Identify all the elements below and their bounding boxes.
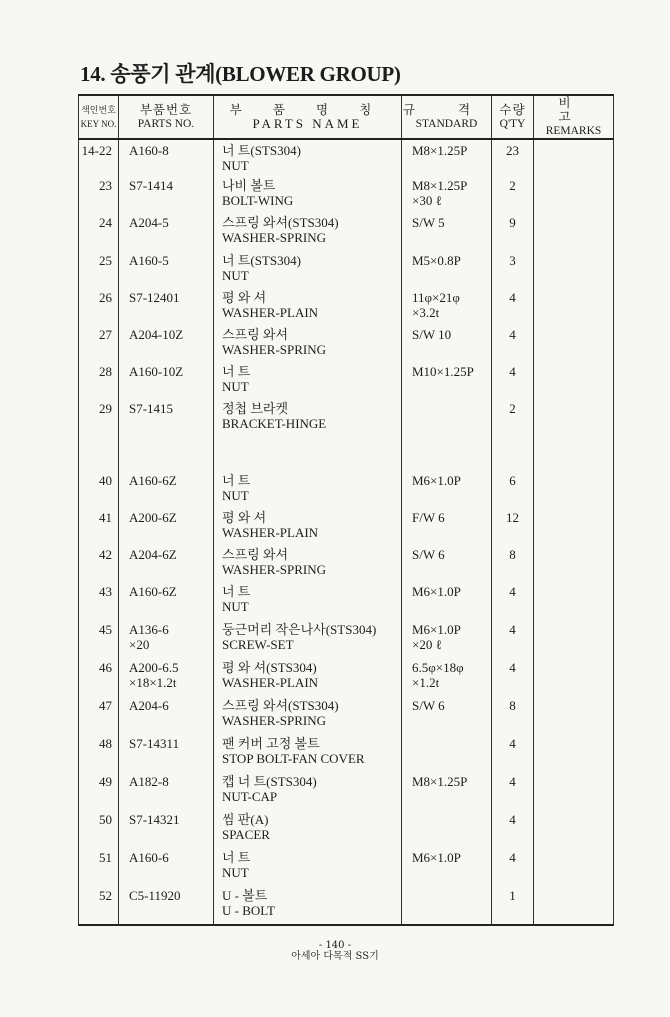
header-remarks: 비 고 REMARKS (534, 95, 614, 139)
cell-standard (402, 547, 492, 584)
cell-standard-line: 6.5φ×18φ (412, 660, 464, 675)
cell-parts-no-line: A160-6Z (129, 473, 177, 488)
cell-parts-name (214, 660, 402, 698)
table-row (79, 473, 614, 510)
cell-parts-no (119, 736, 214, 774)
cell-parts-name-line: WASHER-PLAIN (222, 525, 319, 540)
cell-parts-name (214, 698, 402, 736)
cell-key-no: 24 (79, 215, 119, 253)
cell-standard-line: ×30 ℓ (412, 193, 442, 208)
cell-parts-no (119, 774, 214, 812)
cell-standard-line: M5×0.8P (412, 253, 461, 268)
cell-parts-name-line: WASHER-SPRING (222, 230, 327, 245)
cell-standard (402, 215, 492, 253)
cell-parts-no-line: A182-8 (129, 774, 169, 789)
cell-key-no: 28 (79, 364, 119, 401)
cell-standard-line: ×20 ℓ (412, 637, 442, 652)
cell-remarks (534, 290, 614, 327)
cell-parts-no (119, 401, 214, 473)
table-row (79, 812, 614, 850)
cell-remarks (534, 178, 614, 215)
cell-key-no: 49 (79, 774, 119, 812)
table-row (79, 510, 614, 547)
cell-key-no: 43 (79, 584, 119, 622)
cell-parts-name-line: NUT (222, 268, 249, 283)
cell-parts-name-line: 스프링 와셔 (222, 547, 289, 562)
cell-parts-name-line: WASHER-SPRING (222, 562, 327, 577)
cell-remarks (534, 584, 614, 622)
cell-parts-name-line: U - BOLT (222, 903, 275, 918)
cell-qty: 9 (492, 215, 534, 253)
cell-key-no: 27 (79, 327, 119, 364)
cell-parts-name-line: U - 볼트 (222, 888, 268, 903)
cell-parts-name (214, 327, 402, 364)
cell-qty: 12 (492, 510, 534, 547)
cell-parts-name (214, 584, 402, 622)
cell-parts-no (119, 364, 214, 401)
cell-standard-line: F/W 6 (412, 510, 445, 525)
cell-remarks (534, 473, 614, 510)
cell-standard (402, 178, 492, 215)
cell-parts-name (214, 253, 402, 290)
cell-parts-name-line: NUT-CAP (222, 789, 278, 804)
cell-standard-line: M6×1.0P (412, 473, 461, 488)
cell-parts-no (119, 698, 214, 736)
cell-parts-no-line: S7-1414 (129, 178, 174, 193)
cell-standard (402, 510, 492, 547)
cell-remarks (534, 215, 614, 253)
cell-standard-line: 11φ×21φ (412, 290, 460, 305)
cell-parts-name (214, 812, 402, 850)
cell-standard-line: M6×1.0P (412, 850, 461, 865)
cell-parts-name-line: 씸 판(A) (222, 812, 269, 827)
cell-remarks (534, 736, 614, 774)
cell-parts-name (214, 888, 402, 925)
cell-standard (402, 290, 492, 327)
cell-parts-no-line: A160-8 (129, 143, 169, 158)
cell-parts-name-line: WASHER-PLAIN (222, 305, 319, 320)
table-row (79, 401, 614, 473)
table-row (79, 622, 614, 660)
cell-remarks (534, 660, 614, 698)
cell-parts-name-line: 너 트(STS304) (222, 253, 301, 268)
cell-qty: 2 (492, 401, 534, 473)
cell-parts-no-line: ×20 (129, 637, 150, 652)
cell-standard-line: S/W 6 (412, 698, 445, 713)
cell-parts-name-line: NUT (222, 158, 249, 173)
cell-standard (402, 812, 492, 850)
table-row (79, 736, 614, 774)
cell-parts-no (119, 215, 214, 253)
page-footer (0, 940, 670, 962)
cell-key-no: 50 (79, 812, 119, 850)
cell-parts-name-line: 팬 커버 고정 볼트 (222, 736, 320, 751)
cell-parts-name-line: 너 트 (222, 473, 251, 488)
cell-parts-name (214, 215, 402, 253)
cell-remarks (534, 401, 614, 473)
cell-parts-no-line: C5-11920 (129, 888, 181, 903)
cell-parts-name (214, 473, 402, 510)
cell-standard-line: S/W 5 (412, 215, 445, 230)
parts-table-container (78, 94, 613, 926)
cell-parts-name (214, 850, 402, 888)
cell-parts-no-line: A200-6.5 (129, 660, 179, 675)
cell-key-no: 52 (79, 888, 119, 925)
cell-parts-name-line: BRACKET-HINGE (222, 416, 327, 431)
cell-standard (402, 850, 492, 888)
cell-parts-name (214, 178, 402, 215)
cell-key-no: 45 (79, 622, 119, 660)
table-row (79, 290, 614, 327)
cell-parts-no-line: A204-5 (129, 215, 169, 230)
cell-parts-no-line: A160-10Z (129, 364, 184, 379)
cell-standard-line: M10×1.25P (412, 364, 474, 379)
cell-parts-name-line: SPACER (222, 827, 270, 842)
cell-parts-name-line: WASHER-SPRING (222, 342, 327, 357)
cell-qty: 4 (492, 660, 534, 698)
cell-parts-no (119, 547, 214, 584)
cell-standard-line: M8×1.25P (412, 178, 468, 193)
cell-parts-name-line: STOP BOLT-FAN COVER (222, 751, 365, 766)
table-row (79, 253, 614, 290)
footer-subtitle: 아세아 다목적 SS기 (291, 951, 379, 962)
cell-parts-no (119, 473, 214, 510)
cell-parts-no-line: A204-6 (129, 698, 169, 713)
cell-parts-no (119, 139, 214, 178)
cell-qty: 8 (492, 698, 534, 736)
cell-parts-name-line: 평 와 셔 (222, 510, 267, 525)
cell-parts-no (119, 888, 214, 925)
table-row (79, 698, 614, 736)
parts-table (78, 94, 614, 926)
cell-key-no: 14-22 (79, 139, 119, 178)
cell-qty: 6 (492, 473, 534, 510)
cell-key-no: 47 (79, 698, 119, 736)
cell-key-no: 25 (79, 253, 119, 290)
cell-parts-name-line: 정첩 브라켓 (222, 401, 289, 416)
cell-standard-line: S/W 6 (412, 547, 445, 562)
cell-key-no: 29 (79, 401, 119, 473)
cell-standard-line: M6×1.0P (412, 584, 461, 599)
header-parts-no: 부품번호 PARTS NO. (119, 95, 214, 139)
cell-remarks (534, 774, 614, 812)
cell-qty: 4 (492, 622, 534, 660)
cell-parts-no (119, 622, 214, 660)
cell-qty: 3 (492, 253, 534, 290)
cell-parts-no-line: A160-5 (129, 253, 169, 268)
cell-parts-name-line: SCREW-SET (222, 637, 294, 652)
cell-parts-name-line: 스프링 와셔 (222, 327, 289, 342)
cell-parts-no-line: A200-6Z (129, 510, 177, 525)
cell-qty: 4 (492, 584, 534, 622)
cell-key-no: 46 (79, 660, 119, 698)
cell-remarks (534, 698, 614, 736)
cell-parts-no (119, 290, 214, 327)
cell-parts-no-line: A160-6 (129, 850, 169, 865)
cell-key-no: 48 (79, 736, 119, 774)
cell-standard-line: S/W 10 (412, 327, 452, 342)
cell-key-no: 40 (79, 473, 119, 510)
cell-parts-name (214, 364, 402, 401)
cell-parts-no (119, 178, 214, 215)
table-row (79, 660, 614, 698)
cell-parts-name (214, 736, 402, 774)
cell-parts-no (119, 850, 214, 888)
cell-parts-no (119, 327, 214, 364)
cell-standard (402, 736, 492, 774)
cell-remarks (534, 622, 614, 660)
cell-remarks (534, 510, 614, 547)
cell-qty: 23 (492, 139, 534, 178)
cell-remarks (534, 364, 614, 401)
cell-parts-name-line: 스프링 와셔(STS304) (222, 215, 339, 230)
cell-parts-no-line: A204-10Z (129, 327, 184, 342)
cell-qty: 4 (492, 812, 534, 850)
cell-standard (402, 139, 492, 178)
cell-parts-no-line: ×18×1.2t (129, 675, 177, 690)
cell-key-no: 42 (79, 547, 119, 584)
header-key-no: 색인번호 KEY NO. (79, 95, 119, 139)
cell-parts-name-line: BOLT-WING (222, 193, 294, 208)
cell-key-no: 23 (79, 178, 119, 215)
cell-remarks (534, 850, 614, 888)
cell-standard (402, 622, 492, 660)
cell-qty: 4 (492, 850, 534, 888)
cell-parts-no (119, 660, 214, 698)
cell-parts-name (214, 622, 402, 660)
cell-qty: 4 (492, 736, 534, 774)
cell-parts-name-line: 평 와 셔 (222, 290, 267, 305)
cell-standard-line: M6×1.0P (412, 622, 461, 637)
table-row (79, 139, 614, 178)
cell-standard (402, 473, 492, 510)
cell-parts-name-line: 너 트 (222, 364, 251, 379)
cell-parts-no-line: A204-6Z (129, 547, 177, 562)
table-row (79, 888, 614, 925)
cell-standard (402, 401, 492, 473)
cell-parts-name-line: 캡 너 트(STS304) (222, 774, 317, 789)
header-parts-name: 부 품 명 칭 PARTS NAME (214, 95, 402, 139)
cell-qty: 4 (492, 327, 534, 364)
table-row (79, 850, 614, 888)
cell-parts-name-line: 스프링 와셔(STS304) (222, 698, 339, 713)
page-number: - 140 - (318, 940, 352, 951)
table-row (79, 327, 614, 364)
cell-standard-line: M8×1.25P (412, 143, 468, 158)
cell-qty: 8 (492, 547, 534, 584)
page-title: 14. 송풍기 관계(BLOWER GROUP) (80, 62, 401, 86)
cell-parts-no-line: S7-1415 (129, 401, 174, 416)
cell-remarks (534, 327, 614, 364)
cell-parts-name-line: WASHER-PLAIN (222, 675, 319, 690)
cell-standard (402, 584, 492, 622)
parts-table-body (79, 139, 614, 925)
cell-standard-line: M8×1.25P (412, 774, 468, 789)
cell-qty: 1 (492, 888, 534, 925)
cell-standard (402, 888, 492, 925)
cell-parts-name-line: WASHER-SPRING (222, 713, 327, 728)
cell-remarks (534, 812, 614, 850)
table-row (79, 774, 614, 812)
cell-parts-name-line: 너 트(STS304) (222, 143, 301, 158)
cell-standard (402, 660, 492, 698)
cell-parts-name-line: NUT (222, 379, 249, 394)
cell-parts-no-line: S7-14311 (129, 736, 180, 751)
cell-standard (402, 698, 492, 736)
cell-parts-name-line: NUT (222, 865, 249, 880)
cell-standard-line: ×3.2t (412, 305, 440, 320)
cell-parts-name (214, 401, 402, 473)
table-row (79, 547, 614, 584)
cell-remarks (534, 253, 614, 290)
cell-qty: 4 (492, 774, 534, 812)
cell-parts-no-line: A136-6 (129, 622, 169, 637)
cell-standard (402, 774, 492, 812)
table-row (79, 584, 614, 622)
cell-parts-name-line: NUT (222, 488, 249, 503)
cell-parts-name (214, 774, 402, 812)
cell-parts-name-line: 평 와 셔(STS304) (222, 660, 317, 675)
cell-parts-name-line: 둥근머리 작은나사(STS304) (222, 622, 377, 637)
table-row (79, 364, 614, 401)
header-qty: 수량 Q'TY (492, 95, 534, 139)
cell-remarks (534, 547, 614, 584)
cell-parts-no-line: S7-12401 (129, 290, 180, 305)
cell-qty: 4 (492, 364, 534, 401)
cell-parts-name (214, 510, 402, 547)
cell-standard (402, 327, 492, 364)
table-row (79, 215, 614, 253)
table-row (79, 178, 614, 215)
cell-parts-name-line: 나비 볼트 (222, 178, 276, 193)
cell-key-no: 51 (79, 850, 119, 888)
cell-parts-no (119, 584, 214, 622)
cell-standard (402, 364, 492, 401)
table-header-row (79, 95, 614, 139)
cell-parts-name (214, 290, 402, 327)
cell-parts-no (119, 812, 214, 850)
cell-parts-name-line: 너 트 (222, 584, 251, 599)
cell-qty: 2 (492, 178, 534, 215)
cell-standard (402, 253, 492, 290)
cell-qty: 4 (492, 290, 534, 327)
cell-key-no: 26 (79, 290, 119, 327)
cell-parts-no-line: S7-14321 (129, 812, 180, 827)
cell-parts-name (214, 139, 402, 178)
cell-remarks (534, 139, 614, 178)
cell-parts-name (214, 547, 402, 584)
cell-remarks (534, 888, 614, 925)
header-standard: 규 격 STANDARD (402, 95, 492, 139)
cell-parts-no (119, 510, 214, 547)
cell-parts-name-line: 너 트 (222, 850, 251, 865)
cell-parts-name-line: NUT (222, 599, 249, 614)
cell-key-no: 41 (79, 510, 119, 547)
cell-parts-no (119, 253, 214, 290)
cell-parts-no-line: A160-6Z (129, 584, 177, 599)
cell-standard-line: ×1.2t (412, 675, 440, 690)
